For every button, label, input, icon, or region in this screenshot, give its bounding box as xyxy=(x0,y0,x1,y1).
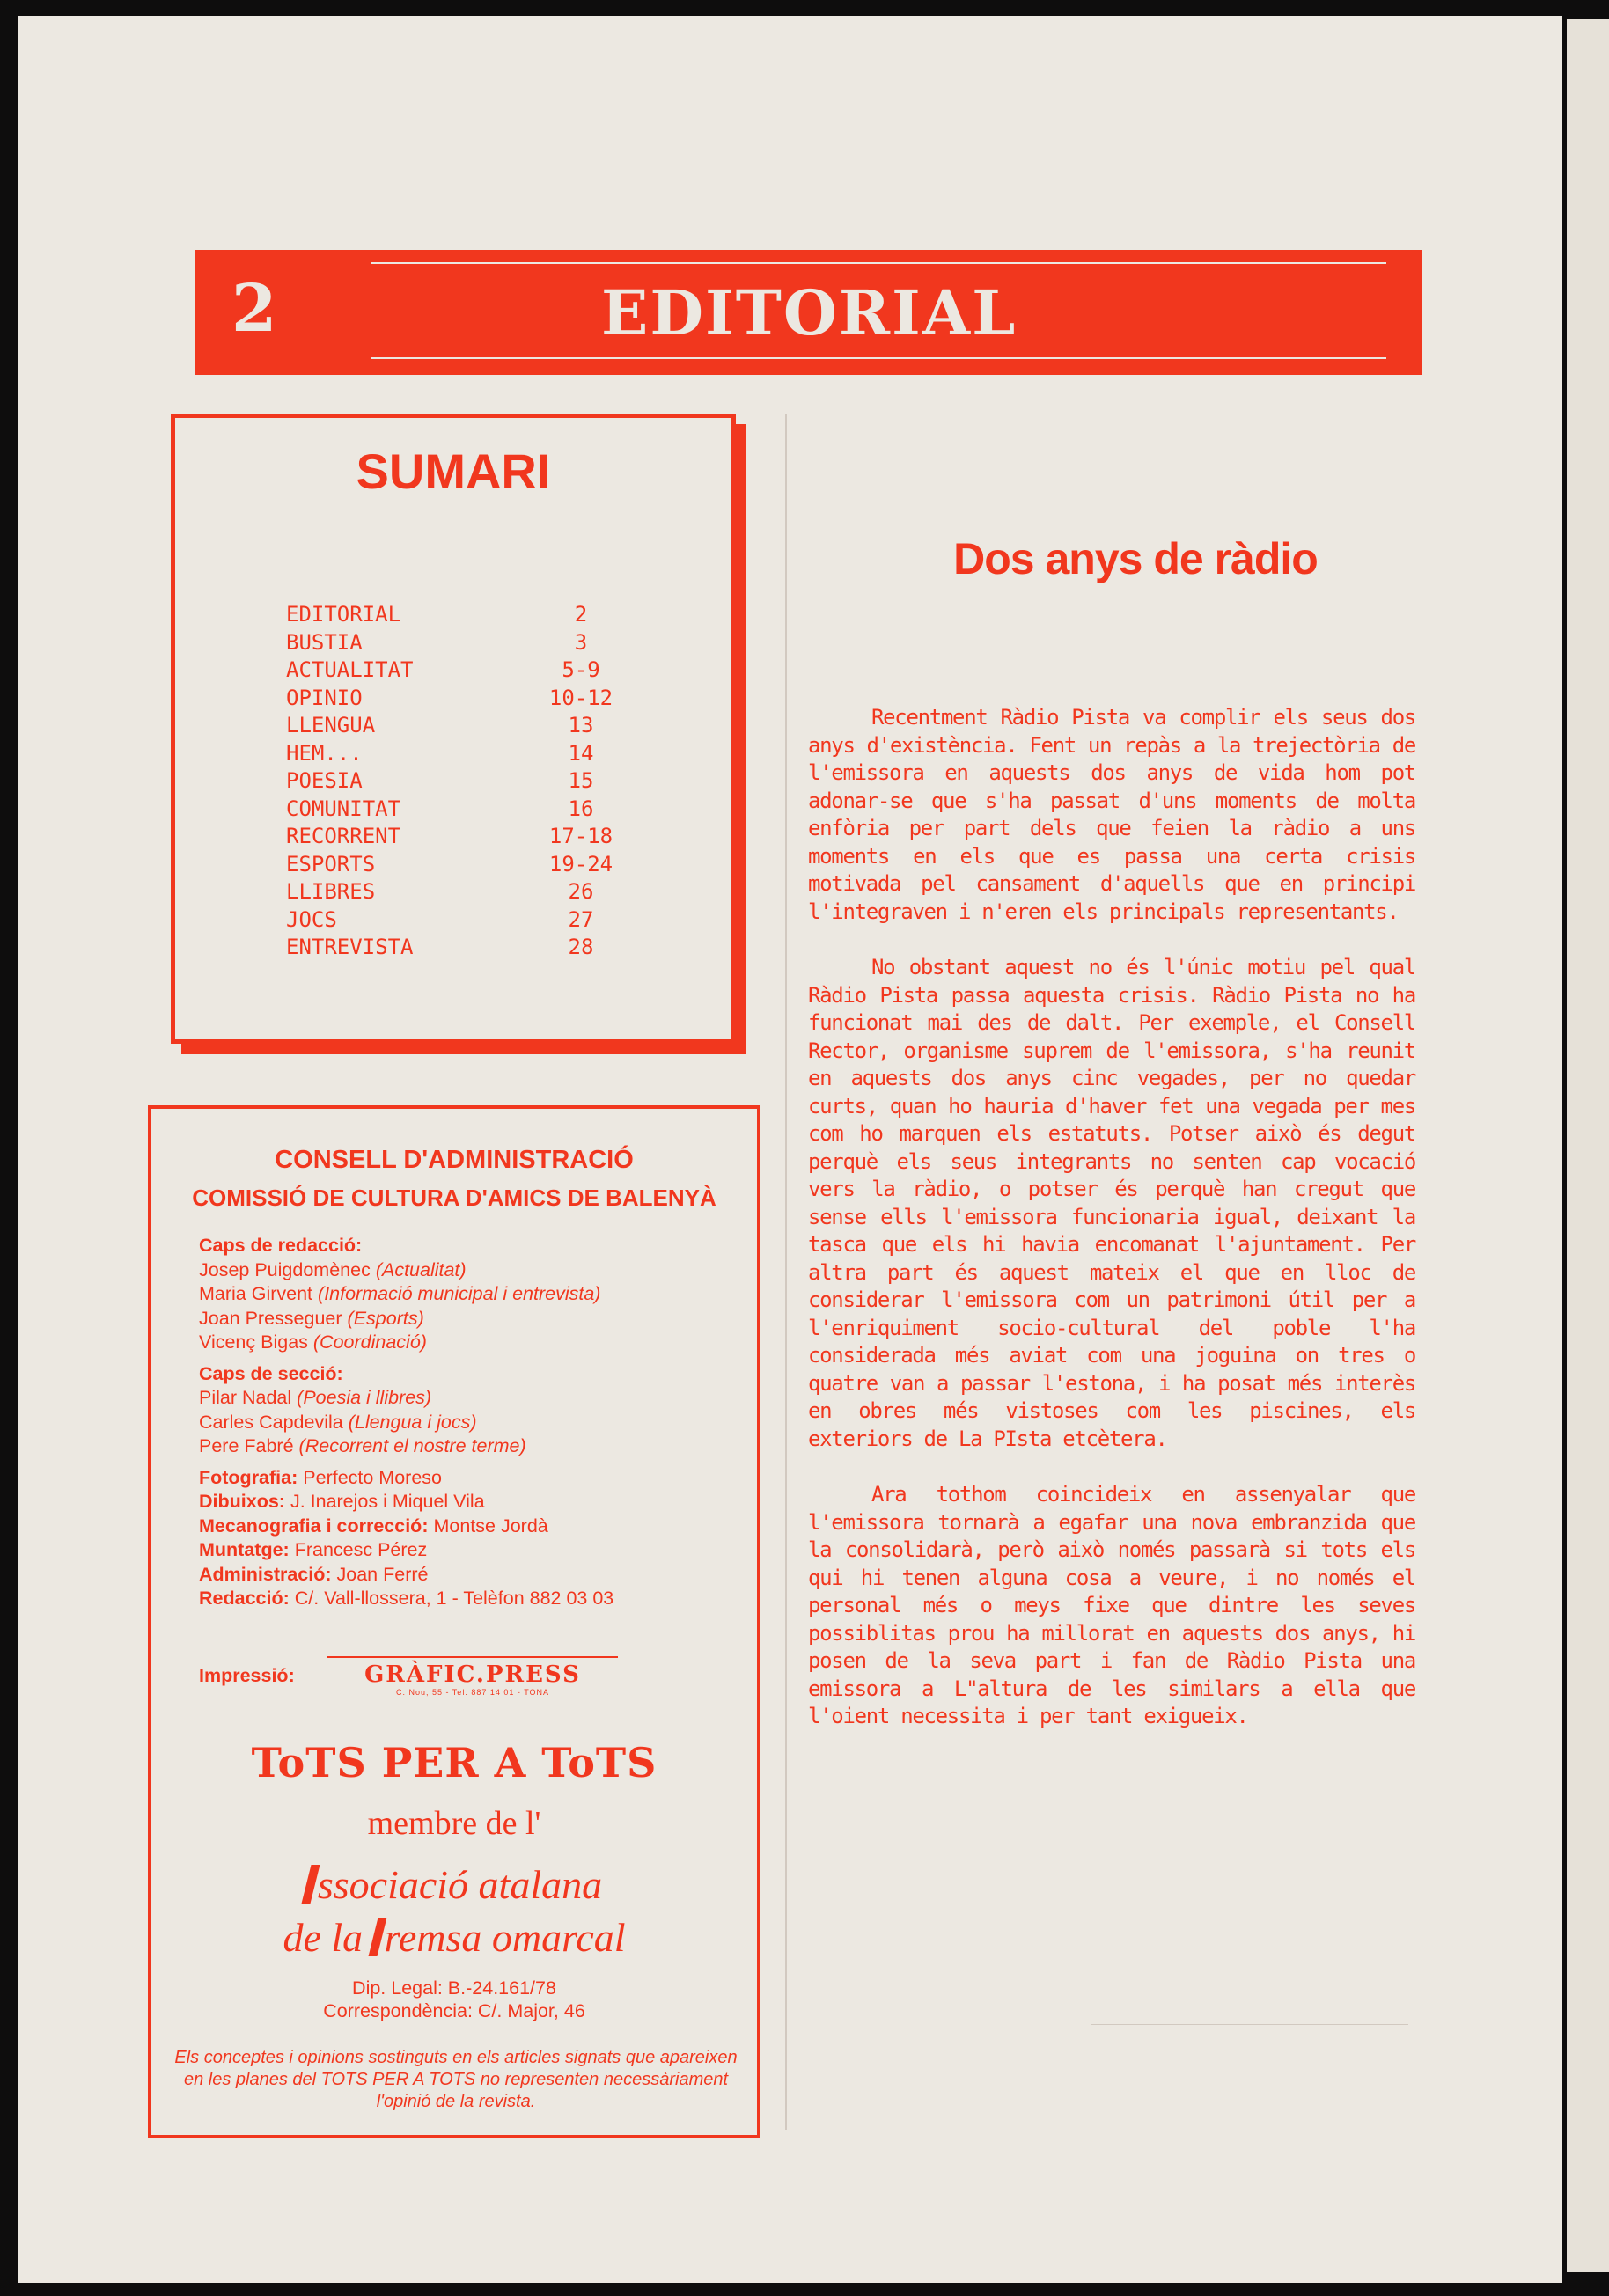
toc-item[interactable] xyxy=(286,934,621,962)
article-headline: Dos anys de ràdio xyxy=(953,534,1318,583)
toc-page: 19-24 xyxy=(548,851,613,877)
legal-info xyxy=(151,1977,757,2022)
section-title: EDITORIAL xyxy=(601,276,1018,349)
toc-label: LLIBRES xyxy=(286,879,376,904)
printer-address: C. Nou, 55 - Tel. 887 14 01 - TONA xyxy=(395,1688,550,1697)
staff-line: Maria Girvent (Informació municipal i entrevista) xyxy=(199,1283,601,1304)
disclaimer: Els conceptes i opinions sostinguts en els articles signats que apareixen en les planes del TOTS PER A TOTS no representen necessàriament l'opinió de la revista. xyxy=(174,2048,738,2111)
article-paragraph: Recentment Ràdio Pista va complir els seus dos anys d'existència. Fent un repàs a la trejectòria de l'emissora en aquests dos anys de vida hom pot adonar-se que s'ha passat d'uns moments de molta enfòria per part dels que feien la ràdio a uns moments en els que es passa una certa crisis motivada pel cansament d'aquells que en principi l'integraven i n'eren els principals representants. xyxy=(808,705,1415,924)
credit-line: Fotografia: Perfecto Moreso xyxy=(199,1466,442,1488)
toc-item[interactable] xyxy=(286,767,621,796)
diposit-legal: Dip. Legal: B.-24.161/78 xyxy=(352,1977,556,1999)
toc-page: 15 xyxy=(568,768,594,793)
toc-item[interactable] xyxy=(286,712,621,740)
toc-label: OPINIO xyxy=(286,685,363,710)
sumari-box xyxy=(171,414,736,1044)
masthead-title: CONSELL D'ADMINISTRACIÓ xyxy=(275,1146,634,1174)
banner-rule-top xyxy=(371,262,1386,264)
toc-label: RECORRENT xyxy=(286,824,401,848)
toc-page: 3 xyxy=(574,629,588,655)
credit-line: Muntatge: Francesc Pérez xyxy=(199,1539,428,1560)
toc-label: ENTREVISTA xyxy=(286,935,414,959)
toc-label: COMUNITAT xyxy=(286,796,401,821)
banner-rule-bottom xyxy=(371,357,1386,359)
staff-line: Josep Puigdomènec (Actualitat) xyxy=(199,1258,467,1280)
credit-line: Mecanografia i correcció: Montse Jordà xyxy=(199,1515,548,1537)
toc-page: 17-18 xyxy=(548,824,613,848)
association-line-1: ssociació atalana xyxy=(151,1859,757,1911)
credit-line: Redacció: C/. Vall-llossera, 1 - Telèfon 882 03 03 xyxy=(199,1588,614,1609)
credit-line: Dibuixos: J. Inarejos i Miquel Vila xyxy=(199,1491,485,1512)
printer-logo xyxy=(327,1656,618,1697)
faint-rule xyxy=(1091,2024,1408,2025)
toc-page: 2 xyxy=(574,602,588,627)
article-paragraph: No obstant aquest no és l'únic motiu pel qual Ràdio Pista passa aquesta crisis. Ràdio Pista no ha funcionat mai des de dalt. Per exemple, el Consell Rector, organisme suprem de l'emissora, s'ha reunit en aquests dos anys cinc vegades, per no quedar curts, quan ho hauria d'haver fet una vegada per mes com ho marquen els estatuts. Potser això és degut perquè els seus integrants no senten cap vocació vers la ràdio, o potser és perquè han cregut que sense ells l'emissora funcionaria igual, deixant la tasca que els hi havia encomanat l'ajuntament. Per altra part és aquest mateix el que en lloc de considerar l'emissora com un patrimoni útil per a l'enriquiment socio-cultural del poble l'ha considerada més aviat com una joguina on tres o quatre van a passar l'estona, i ha posat més interès en obres més vistoses com les piscines, els exteriors de La PIsta etcètera. xyxy=(808,955,1415,1451)
article-paragraph: Ara tothom coincideix en assenyalar que l'emissora tornarà a egafar una nova embranzida que la consolidarà, però això només passarà si tots els qui hi tenen alguna cosa a veure, i no només el personal més o meys fixe que dintre les seves possiblitas prou ha millorat en aquests dos anys, hi posen de la seva part i fan de Ràdio Pista una emissora a L"altura de les similars a ella que l'oient necessita i per tant exigueix. xyxy=(808,1482,1415,1728)
toc-page: 14 xyxy=(568,740,594,766)
article-body xyxy=(808,704,1415,1759)
toc-label: LLENGUA xyxy=(286,713,376,737)
toc-label: HEM... xyxy=(286,740,363,766)
toc-item[interactable] xyxy=(286,601,621,629)
masthead-subtitle: COMISSIÓ DE CULTURA D'AMICS DE BALENYÀ xyxy=(192,1185,716,1211)
toc-item[interactable] xyxy=(286,906,621,935)
toc-page: 26 xyxy=(568,879,594,904)
toc-item[interactable] xyxy=(286,796,621,824)
caps-redaccio-heading: Caps de redacció: xyxy=(199,1235,363,1256)
toc-label: EDITORIAL xyxy=(286,602,401,627)
printer-name: GRÀFIC.PRESS xyxy=(364,1661,581,1688)
toc-item[interactable] xyxy=(286,823,621,851)
staff-line: Carles Capdevila (Llengua i jocs) xyxy=(199,1411,477,1433)
toc-item[interactable] xyxy=(286,878,621,906)
toc-item[interactable] xyxy=(286,851,621,879)
masthead-box xyxy=(148,1105,760,2138)
next-page-edge xyxy=(1567,19,1609,2272)
toc-item[interactable] xyxy=(286,685,621,713)
sumari-title: SUMARI xyxy=(356,444,551,499)
association-line-2: de la remsa omarcal xyxy=(283,1915,626,1960)
credit-line: Administració: Joan Ferré xyxy=(199,1563,429,1585)
toc-label: JOCS xyxy=(286,906,337,932)
toc-page: 16 xyxy=(568,796,594,821)
toc-page: 5-9 xyxy=(562,657,600,682)
staff-line: Pilar Nadal (Poesia i llibres) xyxy=(199,1387,432,1408)
table-of-contents xyxy=(286,601,621,962)
toc-page: 28 xyxy=(568,935,594,959)
toc-label: ACTUALITAT xyxy=(286,657,414,682)
toc-label: BUSTIA xyxy=(286,629,363,655)
page-number: 2 xyxy=(231,271,277,347)
toc-item[interactable] xyxy=(286,629,621,657)
toc-page: 13 xyxy=(568,713,594,737)
staff-credits xyxy=(199,1234,727,1611)
toc-item[interactable] xyxy=(286,657,621,685)
column-divider xyxy=(785,414,787,2130)
impressio-label: Impressió: xyxy=(199,1665,295,1686)
printer-rule xyxy=(327,1656,618,1658)
staff-line: Pere Fabré (Recorrent el nostre terme) xyxy=(199,1435,526,1456)
toc-page: 27 xyxy=(568,906,594,932)
staff-line: Joan Presseguer (Esports) xyxy=(199,1307,424,1329)
toc-label: POESIA xyxy=(286,768,363,793)
correspondencia: Correspondència: C/. Major, 46 xyxy=(323,2000,585,2021)
membre-text: membre de l' xyxy=(367,1805,541,1842)
section-banner xyxy=(195,250,1422,375)
staff-line: Vicenç Bigas (Coordinació) xyxy=(199,1331,427,1353)
toc-page: 10-12 xyxy=(548,685,613,710)
association-logo xyxy=(151,1859,757,1964)
publication-title: ToTS PER A ToTS xyxy=(251,1739,658,1786)
toc-label: ESPORTS xyxy=(286,851,376,877)
caps-seccio-heading: Caps de secció: xyxy=(199,1362,343,1384)
toc-item[interactable] xyxy=(286,740,621,768)
